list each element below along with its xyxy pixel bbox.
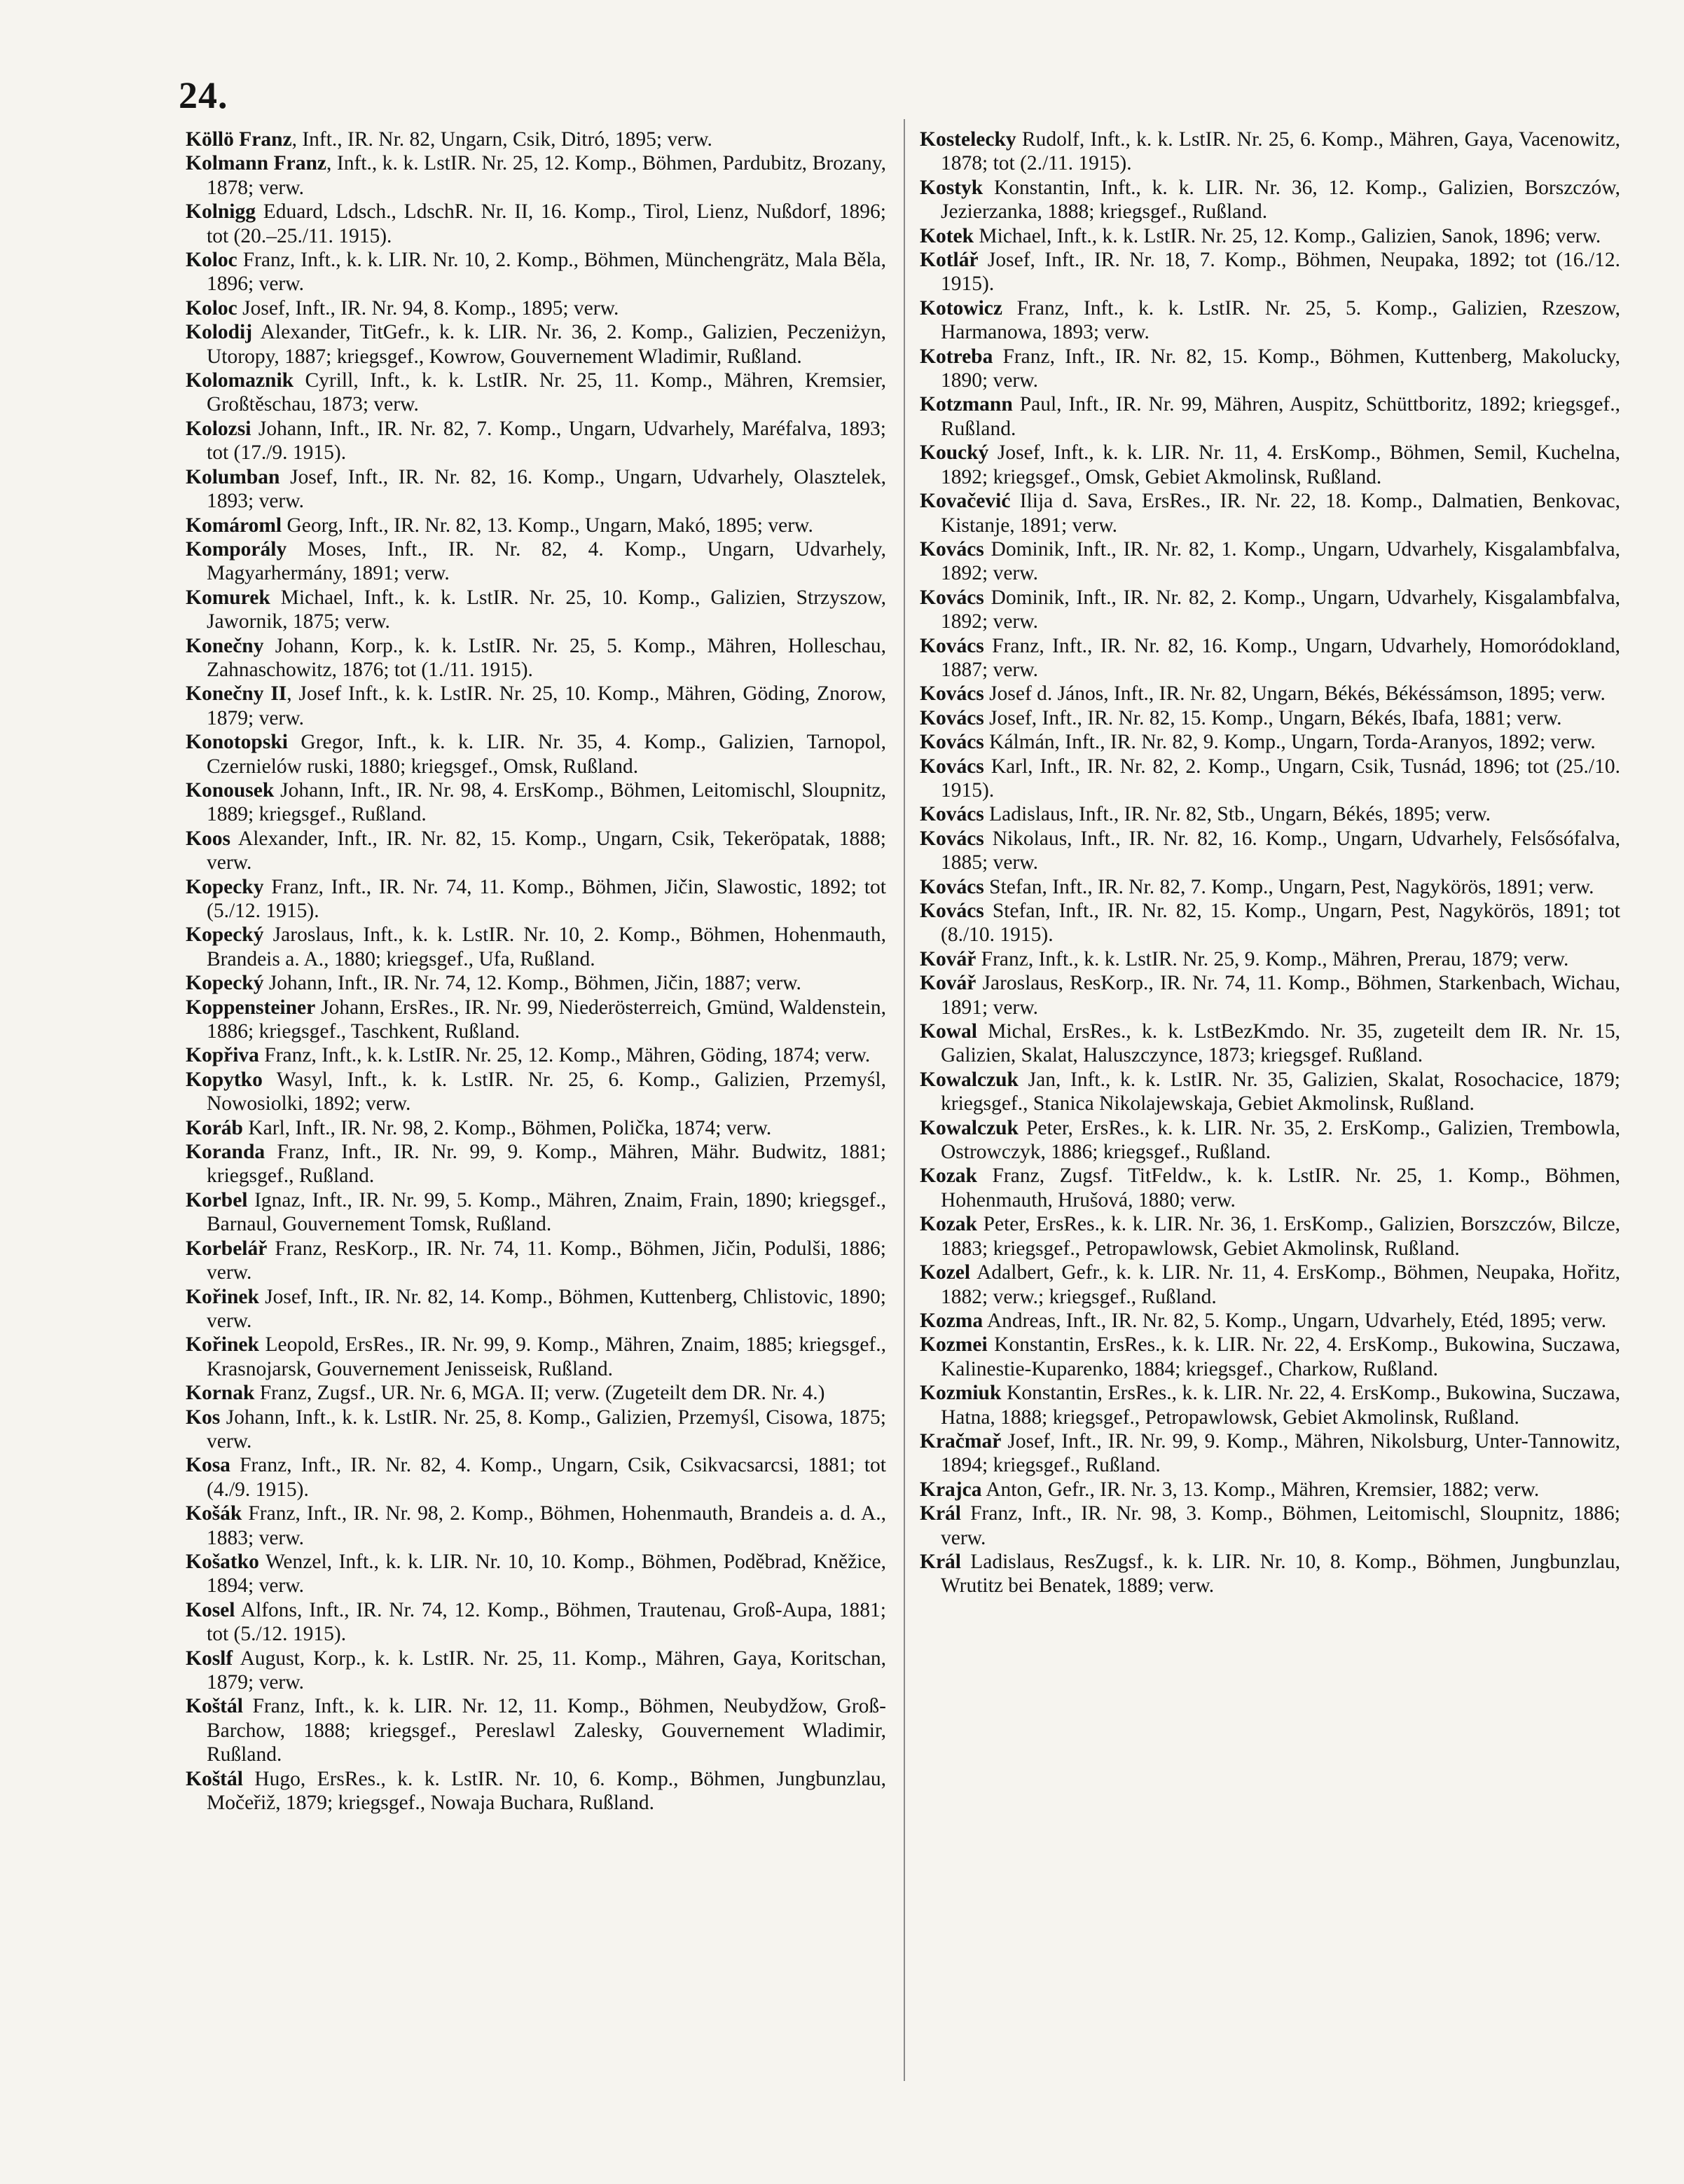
entry-details: Karl, Inft., IR. Nr. 82, 2. Komp., Ungarn, Csik, Tusnád, 1896; tot (25./10. 1915).: [941, 755, 1620, 802]
entry-details: August, Korp., k. k. LstIR. Nr. 25, 11. Komp., Mähren, Gaya, Koritschan, 1879; verw.: [207, 1647, 886, 1694]
casualty-entry: [186, 634, 886, 682]
entry-surname: Kosa: [186, 1454, 230, 1477]
entry-details: Josef, Inft., IR. Nr. 99, 9. Komp., Mähren, Nikolsburg, Unter-Tannowitz, 1894; kriegsgef., Rußland.: [941, 1429, 1620, 1477]
entry-surname: Kostelecky: [920, 128, 1016, 151]
casualty-entry: [186, 1550, 886, 1598]
casualty-entry: [920, 537, 1620, 586]
entry-details: Franz, Inft., IR. Nr. 74, 11. Komp., Böhmen, Jičin, Slawostic, 1892; tot (5./12. 1915).: [207, 875, 886, 922]
entry-details: Andreas, Inft., IR. Nr. 82, 5. Komp., Ungarn, Udvarhely, Etéd, 1895; verw.: [983, 1309, 1607, 1332]
entry-surname: Konečny II: [186, 682, 287, 706]
casualty-entry: [186, 320, 886, 369]
entry-details: Josef, Inft., IR. Nr. 82, 16. Komp., Ungarn, Udvarhely, Olasztelek, 1893; verw.: [207, 465, 886, 513]
casualty-entry: [186, 1598, 886, 1647]
casualty-entry: [186, 1188, 886, 1237]
casualty-entry: [920, 827, 1620, 875]
entry-details: Gregor, Inft., k. k. LIR. Nr. 35, 4. Komp., Galizien, Tarnopol, Czernielów ruski, 1880; kriegsgef., Omsk, Rußland.: [207, 731, 886, 778]
entry-details: Michael, Inft., k. k. LstIR. Nr. 25, 12. Komp., Galizien, Sanok, 1896; verw.: [974, 224, 1601, 247]
entry-surname: Král: [920, 1550, 961, 1573]
entry-surname: Kolmann Franz: [186, 152, 326, 175]
casualty-entry: [186, 1068, 886, 1116]
entry-surname: Kosel: [186, 1598, 235, 1621]
casualty-entry: [186, 1043, 886, 1067]
entry-details: Eduard, Ldsch., LdschR. Nr. II, 16. Komp., Tirol, Lienz, Nußdorf, 1896; tot (20.–25./11. 1915).: [207, 200, 886, 247]
entry-details: Josef, Inft., IR. Nr. 94, 8. Komp., 1895; verw.: [237, 296, 619, 320]
entry-surname: Koštál: [186, 1767, 243, 1790]
casualty-entry: [920, 1164, 1620, 1212]
entry-surname: Kovačević: [920, 490, 1011, 513]
casualty-entry: [920, 441, 1620, 489]
entry-details: Johann, Inft., IR. Nr. 98, 4. ErsKomp., Böhmen, Leitomischl, Sloupnitz, 1889; kriegsgef., Rußland.: [207, 778, 886, 826]
entry-surname: Koloc: [186, 296, 237, 320]
casualty-entry: [186, 923, 886, 971]
entry-surname: Korbel: [186, 1188, 248, 1211]
entry-surname: Kovács: [920, 731, 984, 754]
entry-details: Ignaz, Inft., IR. Nr. 99, 5. Komp., Mähren, Znaim, Frain, 1890; kriegsgef., Barnaul, Gouvernement Tomsk, Rußland.: [207, 1188, 886, 1236]
entry-details: Rudolf, Inft., k. k. LstIR. Nr. 25, 6. Komp., Mähren, Gaya, Vacenowitz, 1878; tot (2./11. 1915).: [941, 128, 1620, 175]
casualty-entry: [920, 755, 1620, 803]
entry-surname: Kovács: [920, 682, 984, 706]
entry-details: Franz, Inft., IR. Nr. 99, 9. Komp., Mähren, Mähr. Budwitz, 1881; kriegsgef., Rußland.: [207, 1141, 886, 1188]
entry-surname: Kopecký: [186, 972, 264, 995]
entry-details: Dominik, Inft., IR. Nr. 82, 2. Komp., Ungarn, Udvarhely, Kisgalambfalva, 1892; verw.: [941, 586, 1620, 633]
entry-surname: Kovács: [920, 634, 984, 657]
entry-details: Stefan, Inft., IR. Nr. 82, 7. Komp., Ungarn, Pest, Nagykörös, 1891; verw.: [984, 875, 1594, 898]
entry-surname: Kornak: [186, 1382, 255, 1405]
casualty-entry: [186, 200, 886, 248]
casualty-entry: [920, 586, 1620, 634]
entry-details: Josef, Inft., k. k. LIR. Nr. 11, 4. ErsKomp., Böhmen, Semil, Kuchelna, 1892; kriegsgef., Omsk, Gebiet Akmolinsk, Rußland.: [941, 441, 1620, 488]
entry-surname: Kopytko: [186, 1068, 263, 1091]
entry-details: Franz, Inft., k. k. LstIR. Nr. 25, 9. Komp., Mähren, Prerau, 1879; verw.: [976, 947, 1569, 970]
casualty-entry: [920, 1429, 1620, 1478]
entry-details: Nikolaus, Inft., IR. Nr. 82, 16. Komp., Ungarn, Udvarhely, Felsősófalva, 1885; verw.: [941, 827, 1620, 874]
casualty-entry: [186, 1237, 886, 1285]
entry-surname: Komporály: [186, 537, 287, 561]
entry-surname: Kopřiva: [186, 1044, 259, 1067]
entry-details: Konstantin, ErsRes., k. k. LIR. Nr. 22, 4. ErsKomp., Bukowina, Suczawa, Hatna, 1888; kriegsgef., Petropawlowsk, Gebiet Akmolinsk, Rußland.: [941, 1382, 1620, 1429]
entry-surname: Krajca: [920, 1478, 982, 1501]
entry-details: Franz, Inft., IR. Nr. 82, 4. Komp., Ungarn, Csik, Csikvacsarcsi, 1881; tot (4./9. 1915).: [207, 1454, 886, 1501]
entry-details: Josef, Inft., IR. Nr. 18, 7. Komp., Böhmen, Neupaka, 1892; tot (16./12. 1915).: [941, 249, 1620, 296]
casualty-entry: [920, 296, 1620, 345]
casualty-entry: [186, 586, 886, 634]
casualty-entry: [186, 827, 886, 875]
entry-surname: Kozak: [920, 1213, 977, 1236]
entry-surname: Král: [920, 1502, 961, 1525]
casualty-entry: [920, 224, 1620, 248]
entry-surname: Kovář: [920, 947, 976, 970]
entry-details: Michael, Inft., k. k. LstIR. Nr. 25, 10. Komp., Galizien, Strzyszow, Jawornik, 1875; verw.: [207, 586, 886, 633]
entry-surname: Konečny: [186, 634, 264, 657]
entry-surname: Kos: [186, 1406, 221, 1429]
entry-details: Ladislaus, Inft., IR. Nr. 82, Stb., Ungarn, Békés, 1895; verw.: [984, 803, 1491, 826]
entry-details: Johann, Inft., IR. Nr. 82, 7. Komp., Ungarn, Udvarhely, Maréfalva, 1893; tot (17./9. 1915).: [207, 417, 886, 465]
casualty-entry: [186, 778, 886, 827]
casualty-entry: [920, 128, 1620, 176]
entry-details: Peter, ErsRes., k. k. LIR. Nr. 36, 1. ErsKomp., Galizien, Borszczów, Bilcze, 1883; kriegsgef., Petropawlowsk, Gebiet Akmolinsk, Rußland.: [941, 1213, 1620, 1260]
entry-details: Hugo, ErsRes., k. k. LstIR. Nr. 10, 6. Komp., Böhmen, Jungbunzlau, Močeřiž, 1879; kriegsgef., Nowaja Buchara, Rußland.: [207, 1767, 886, 1815]
casualty-entry: [186, 1333, 886, 1381]
entry-surname: Kovács: [920, 755, 984, 778]
entry-surname: Konotopski: [186, 731, 288, 754]
casualty-entry: [920, 392, 1620, 441]
casualty-entry: [920, 1550, 1620, 1598]
entry-surname: Komurek: [186, 586, 270, 609]
casualty-entry: [920, 802, 1620, 826]
casualty-entry: [186, 128, 886, 151]
entry-details: Ladislaus, ResZugsf., k. k. LIR. Nr. 10, 8. Komp., Böhmen, Jungbunzlau, Wrutitz bei Benatek, 1889; verw.: [941, 1550, 1620, 1598]
entry-details: Alexander, TitGefr., k. k. LIR. Nr. 36, 2. Komp., Galizien, Peczeniżyn, Utoropy, 1887; kriegsgef., Kowrow, Gouvernement Wladimir, Rußland.: [207, 321, 886, 368]
entry-details: Leopold, ErsRes., IR. Nr. 99, 9. Komp., Mähren, Znaim, 1885; kriegsgef., Krasnojarsk, Gouvernement Jenisseisk, Rußland.: [207, 1333, 886, 1380]
entry-details: Moses, Inft., IR. Nr. 82, 4. Komp., Ungarn, Udvarhely, Magyarhermány, 1891; verw.: [207, 537, 886, 585]
entry-surname: Kozma: [920, 1309, 984, 1332]
casualty-entry: [920, 947, 1620, 971]
casualty-entry: [920, 248, 1620, 296]
entry-details: Jaroslaus, ResKorp., IR. Nr. 74, 11. Komp., Böhmen, Starkenbach, Wichau, 1891; verw.: [941, 972, 1620, 1019]
entry-surname: Koos: [186, 827, 230, 850]
casualty-entry: [920, 176, 1620, 224]
entry-surname: Kovács: [920, 900, 984, 922]
entry-details: Alexander, Inft., IR. Nr. 82, 15. Komp., Ungarn, Csik, Tekeröpatak, 1888; verw.: [207, 827, 886, 874]
entry-details: Georg, Inft., IR. Nr. 82, 13. Komp., Ungarn, Makó, 1895; verw.: [282, 514, 813, 537]
casualty-entry: [186, 1381, 886, 1405]
casualty-entry: [920, 899, 1620, 947]
entry-details: Josef, Inft., IR. Nr. 82, 14. Komp., Böhmen, Kuttenberg, Chlistovic, 1890; verw.: [207, 1285, 886, 1332]
entry-surname: Kozel: [920, 1261, 971, 1284]
entry-surname: Kovács: [920, 875, 984, 898]
page-number: 24.: [179, 74, 228, 116]
casualty-entry: [920, 971, 1620, 1019]
entry-details: Paul, Inft., IR. Nr. 99, Mähren, Auspitz, Schüttboritz, 1892; kriegsgef., Rußland.: [941, 393, 1620, 440]
casualty-entry: [186, 248, 886, 296]
entry-details: Jaroslaus, Inft., k. k. LstIR. Nr. 10, 2. Komp., Böhmen, Hohenmauth, Brandeis a. A., 1880; kriegsgef., Ufa, Rußland.: [207, 923, 886, 970]
entry-details: , Inft., IR. Nr. 82, Ungarn, Csik, Ditró, 1895; verw.: [291, 128, 712, 151]
entry-surname: Koloc: [186, 249, 237, 272]
entry-surname: Kořinek: [186, 1285, 259, 1308]
entry-details: , Josef Inft., k. k. LstIR. Nr. 25, 10. Komp., Mähren, Göding, Znorow, 1879; verw.: [207, 682, 886, 729]
casualty-entry: [920, 1212, 1620, 1261]
right-column: [920, 128, 1620, 1598]
entry-surname: Kotlář: [920, 249, 979, 272]
casualty-entry: [920, 1381, 1620, 1429]
casualty-entry: [920, 875, 1620, 899]
entry-details: Peter, ErsRes., k. k. LIR. Nr. 35, 2. ErsKomp., Galizien, Trembowla, Ostrowczyk, 1886; kriegsgef., Rußland.: [941, 1116, 1620, 1164]
left-column: [186, 128, 886, 1815]
entry-surname: Kovács: [920, 586, 984, 609]
entry-surname: Kostyk: [920, 176, 984, 199]
casualty-entry: [186, 1406, 886, 1454]
casualty-entry: [186, 1647, 886, 1695]
entry-surname: Kolozsi: [186, 417, 251, 440]
entry-details: Franz, Inft., IR. Nr. 82, 15. Komp., Böhmen, Kuttenberg, Makolucky, 1890; verw.: [941, 345, 1620, 392]
entry-surname: Köllö Franz: [186, 128, 292, 151]
entry-details: Franz, Inft., k. k. LstIR. Nr. 25, 5. Komp., Galizien, Rzeszow, Harmanowa, 1893; verw.: [941, 296, 1620, 344]
entry-details: Adalbert, Gefr., k. k. LIR. Nr. 11, 4. ErsKomp., Böhmen, Neupaka, Hořitz, 1882; verw.; kriegsgef., Rußland.: [941, 1261, 1620, 1308]
entry-surname: Koráb: [186, 1116, 243, 1139]
casualty-entry: [186, 1767, 886, 1815]
entry-surname: Kopecky: [186, 875, 264, 898]
entry-surname: Kowalczuk: [920, 1068, 1019, 1091]
casualty-entry: [920, 1333, 1620, 1381]
entry-details: Josef, Inft., IR. Nr. 82, 15. Komp., Ungarn, Békés, Ibafa, 1881; verw.: [984, 706, 1562, 729]
entry-details: Franz, Zugsf. TitFeldw., k. k. LstIR. Nr. 25, 1. Komp., Böhmen, Hohenmauth, Hrušová, 1880; verw.: [941, 1165, 1620, 1211]
entry-details: Konstantin, Inft., k. k. LIR. Nr. 36, 12. Komp., Galizien, Borszczów, Jezierzanka, 1888; kriegsgef., Rußland.: [941, 176, 1620, 224]
casualty-entry: [186, 682, 886, 730]
entry-surname: Koranda: [186, 1141, 265, 1164]
entry-surname: Kořinek: [186, 1333, 259, 1357]
entry-surname: Kračmař: [920, 1429, 1002, 1452]
entry-details: Franz, Inft., k. k. LstIR. Nr. 25, 12. Komp., Mähren, Göding, 1874; verw.: [258, 1044, 871, 1067]
casualty-entry: [186, 1116, 886, 1140]
entry-surname: Kowal: [920, 1020, 977, 1043]
casualty-entry: [920, 1261, 1620, 1309]
casualty-entry: [920, 1478, 1620, 1502]
casualty-entry: [186, 537, 886, 586]
casualty-entry: [186, 730, 886, 778]
casualty-entry: [920, 730, 1620, 754]
entry-details: Michal, ErsRes., k. k. LstBezKmdo. Nr. 35, zugeteilt dem IR. Nr. 15, Galizien, Skalat, Haluszczynce, 1873; kriegsgef. Rußland.: [941, 1020, 1620, 1067]
casualty-entry: [186, 1140, 886, 1188]
entry-surname: Kolodij: [186, 321, 253, 344]
casualty-entry: [186, 875, 886, 923]
entry-details: Franz, ResKorp., IR. Nr. 74, 11. Komp., Böhmen, Jičin, Podulši, 1886; verw.: [207, 1237, 886, 1284]
entry-surname: Kotek: [920, 224, 974, 247]
casualty-entry: [920, 345, 1620, 393]
entry-details: Karl, Inft., IR. Nr. 98, 2. Komp., Böhmen, Polička, 1874; verw.: [242, 1116, 772, 1139]
entry-surname: Kotowicz: [920, 296, 1002, 320]
entry-details: Konstantin, ErsRes., k. k. LIR. Nr. 22, 4. ErsKomp., Bukowina, Suczawa, Kalinestie-Kuparenko, 1884; kriegsgef., Charkow, Rußland.: [941, 1333, 1620, 1380]
entry-surname: Koppensteiner: [186, 996, 316, 1019]
entry-details: Dominik, Inft., IR. Nr. 82, 1. Komp., Ungarn, Udvarhely, Kisgalambfalva, 1892; verw.: [941, 537, 1620, 585]
casualty-entry: [186, 369, 886, 417]
casualty-entry: [920, 1502, 1620, 1550]
entry-surname: Kowalczuk: [920, 1116, 1019, 1139]
entry-surname: Kovář: [920, 972, 976, 995]
entry-details: Josef d. János, Inft., IR. Nr. 82, Ungarn, Békés, Békéssámson, 1895; verw.: [984, 682, 1606, 706]
casualty-entry: [920, 1068, 1620, 1116]
entry-details: Alfons, Inft., IR. Nr. 74, 12. Komp., Böhmen, Trautenau, Groß-Aupa, 1881; tot (5./12. 1915).: [207, 1598, 886, 1646]
casualty-entry: [920, 489, 1620, 537]
entry-surname: Koštál: [186, 1695, 243, 1718]
entry-details: Jan, Inft., k. k. LstIR. Nr. 35, Galizien, Skalat, Rosochacice, 1879; kriegsgef., Stanica Nikolajewskaja, Gebiet Akmolinsk, Rußland.: [941, 1068, 1620, 1115]
casualty-entry: [186, 465, 886, 514]
entry-details: Franz, Inft., IR. Nr. 98, 2. Komp., Böhmen, Hohenmauth, Brandeis a. d. A., 1883; verw.: [207, 1502, 886, 1549]
casualty-entry: [186, 514, 886, 537]
casualty-entry: [920, 1309, 1620, 1333]
entry-details: Franz, Inft., IR. Nr. 98, 3. Komp., Böhmen, Leitomischl, Sloupnitz, 1886; verw.: [941, 1502, 1620, 1549]
entry-details: Kálmán, Inft., IR. Nr. 82, 9. Komp., Ungarn, Torda-Aranyos, 1892; verw.: [984, 731, 1596, 754]
entry-surname: Kovács: [920, 706, 984, 729]
entry-surname: Konousek: [186, 778, 275, 802]
entry-surname: Kolnigg: [186, 200, 256, 224]
entry-surname: Košatko: [186, 1550, 259, 1573]
entry-surname: Kotreba: [920, 345, 993, 368]
entry-surname: Kolomaznik: [186, 369, 294, 392]
casualty-entry: [186, 417, 886, 465]
entry-details: Johann, Inft., IR. Nr. 74, 12. Komp., Böhmen, Jičin, 1887; verw.: [263, 972, 801, 995]
entry-surname: Korbelář: [186, 1237, 268, 1260]
column-divider: [904, 119, 905, 2081]
entry-details: Franz, Inft., k. k. LIR. Nr. 10, 2. Komp., Böhmen, Münchengrätz, Mala Běla, 1896; verw.: [207, 249, 886, 296]
entry-details: Ilija d. Sava, ErsRes., IR. Nr. 22, 18. Komp., Dalmatien, Benkovac, Kistanje, 1891; verw.: [941, 490, 1620, 537]
entry-details: Johann, ErsRes., IR. Nr. 99, Niederösterreich, Gmünd, Waldenstein, 1886; kriegsgef., Taschkent, Rußland.: [207, 996, 886, 1043]
casualty-entry: [920, 634, 1620, 682]
entry-surname: Kozak: [920, 1165, 977, 1188]
entry-surname: Koucký: [920, 441, 989, 465]
casualty-entry: [186, 1502, 886, 1550]
casualty-entry: [186, 996, 886, 1044]
casualty-entry: [186, 1285, 886, 1333]
entry-details: Cyrill, Inft., k. k. LstIR. Nr. 25, 11. Komp., Mähren, Kremsier, Großtěschau, 1873; verw.: [207, 369, 886, 416]
entry-surname: Kovács: [920, 803, 984, 826]
casualty-entry: [186, 1453, 886, 1502]
entry-surname: Kopecký: [186, 923, 264, 947]
casualty-entry: [186, 296, 886, 320]
casualty-entry: [920, 682, 1620, 706]
entry-surname: Kovács: [920, 827, 984, 850]
casualty-entry: [920, 1019, 1620, 1068]
entry-details: Wenzel, Inft., k. k. LIR. Nr. 10, 10. Komp., Böhmen, Poděbrad, Kněžice, 1894; verw.: [207, 1550, 886, 1598]
entry-surname: Komároml: [186, 514, 282, 537]
casualty-entry: [186, 971, 886, 995]
entry-details: Franz, Inft., k. k. LIR. Nr. 12, 11. Komp., Böhmen, Neubydžow, Groß-Barchow, 1888; kriegsgef., Pereslawl Zalesky, Gouvernement Wladimir, Rußland.: [207, 1695, 886, 1766]
entry-details: Franz, Zugsf., UR. Nr. 6, MGA. II; verw. (Zugeteilt dem DR. Nr. 4.): [254, 1382, 825, 1405]
entry-details: Wasyl, Inft., k. k. LstIR. Nr. 25, 6. Komp., Galizien, Przemyśl, Nowosiolki, 1892; verw.: [207, 1068, 886, 1115]
casualty-entry: [186, 1694, 886, 1766]
entry-surname: Kovács: [920, 537, 984, 561]
entry-surname: Kotzmann: [920, 393, 1013, 416]
entry-details: Franz, Inft., IR. Nr. 82, 16. Komp., Ungarn, Udvarhely, Homoródokland, 1887; verw.: [941, 634, 1620, 681]
entry-surname: Koslf: [186, 1647, 233, 1670]
entry-surname: Kozmei: [920, 1333, 988, 1357]
entry-surname: Kozmiuk: [920, 1382, 1002, 1405]
casualty-entry: [920, 706, 1620, 730]
entry-details: Johann, Korp., k. k. LstIR. Nr. 25, 5. Komp., Mähren, Holleschau, Zahnaschowitz, 1876; tot (1./11. 1915).: [207, 634, 886, 681]
casualty-entry: [920, 1116, 1620, 1165]
entry-surname: Košák: [186, 1502, 242, 1525]
casualty-entry: [186, 151, 886, 200]
entry-details: Stefan, Inft., IR. Nr. 82, 15. Komp., Ungarn, Pest, Nagykörös, 1891; tot (8./10. 1915).: [941, 900, 1620, 947]
entry-surname: Kolumban: [186, 465, 280, 488]
entry-details: Johann, Inft., k. k. LstIR. Nr. 25, 8. Komp., Galizien, Przemyśl, Cisowa, 1875; verw.: [207, 1406, 886, 1452]
entry-details: Anton, Gefr., IR. Nr. 3, 13. Komp., Mähren, Kremsier, 1882; verw.: [981, 1478, 1540, 1501]
entry-details: , Inft., k. k. LstIR. Nr. 25, 12. Komp., Böhmen, Pardubitz, Brozany, 1878; verw.: [207, 152, 886, 199]
